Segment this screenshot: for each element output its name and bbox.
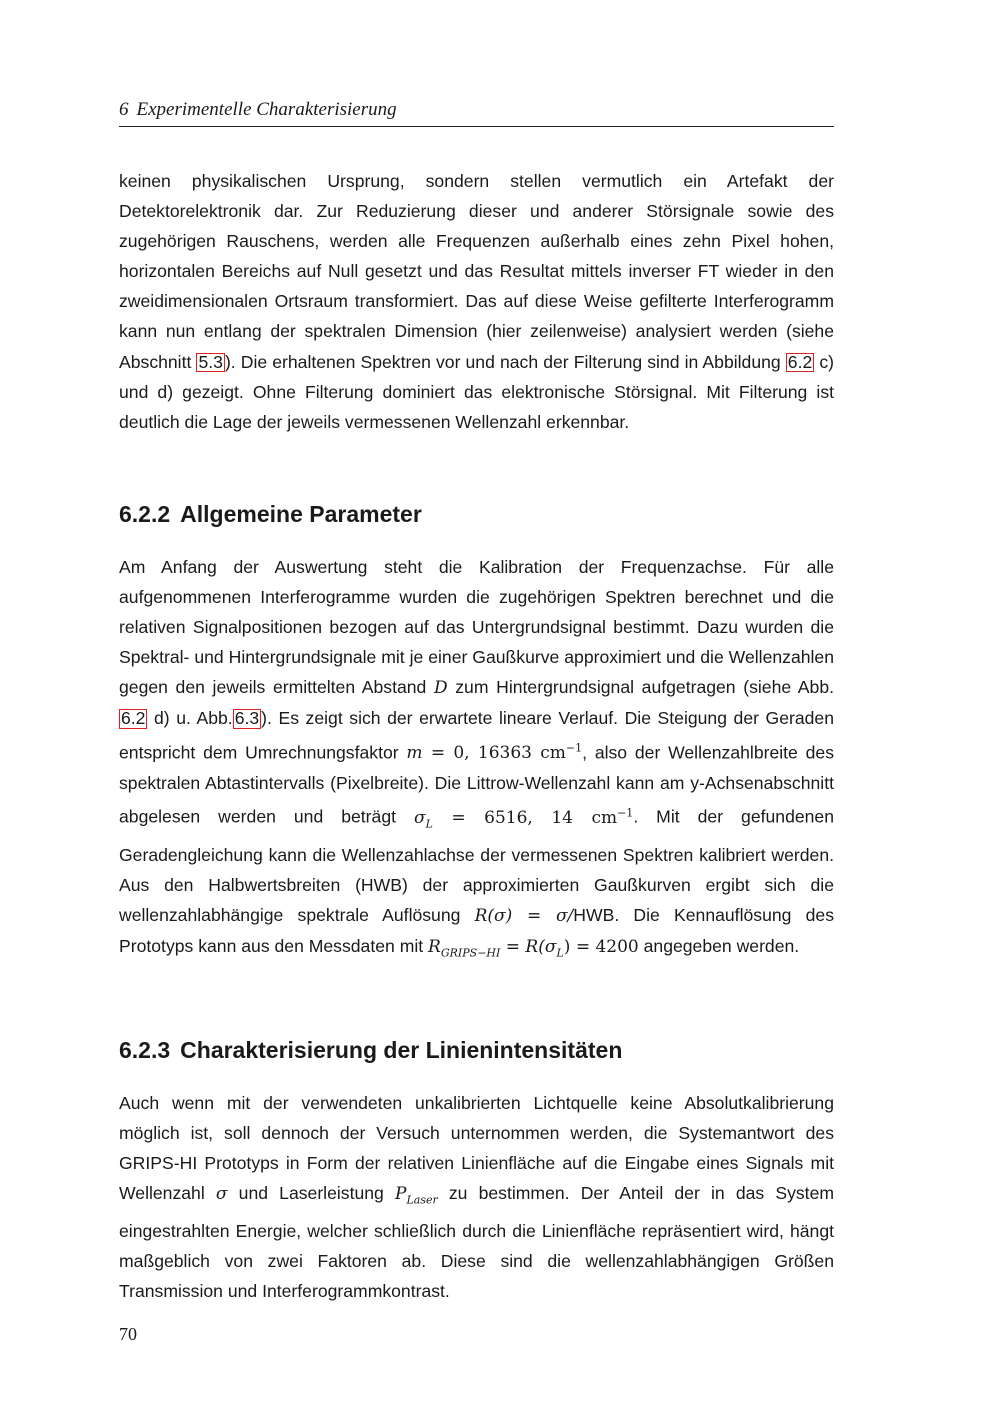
text: . Mit der gefundenen Geradengleichung kann die Wellenzahlachse der vermessenen Spektren kalibriert werden. Aus den Halbwertsbreiten (HWB) der approximierten Gaußkurven ergibt sich die wellenzahlabhängige spektrale Auflösung [119, 807, 834, 925]
math-expr: R(σ) = σ/ [474, 905, 574, 926]
math-value: = 0, 16363 cm [422, 743, 566, 764]
math-var: σ [413, 808, 426, 829]
math-expr: = R(σ [500, 936, 557, 957]
math-subscript: GRIPS−HI [440, 946, 501, 960]
ref-figure-6-2[interactable]: 6.2 [121, 708, 146, 729]
math-value: = 6516, 14 cm [432, 808, 618, 829]
math-var: σ [215, 1184, 228, 1205]
text: Am Anfang der Auswertung steht die Kalibration der Frequenzachse. Für alle aufgenommenen Interferogramme wurden die zugehörigen Spektren berechnet und die relativen Signalpositionen bezogen auf das Untergrundsignal bestimmt. Dazu wurden die Spektral- und Hintergrundsignale mit je einer Gaußkurve approximiert und die Wellenzahlen gegen den jeweils ermittelten Abstand [119, 557, 834, 698]
text: und Laserleistung [227, 1183, 395, 1204]
ref-figure-6-2[interactable]: 6.2 [787, 351, 813, 372]
paragraph-calibration [119, 552, 834, 968]
math-var: m [406, 743, 423, 764]
math-exponent: −1 [565, 741, 583, 755]
math-var: P [394, 1184, 407, 1205]
text: Auch wenn mit der verwendeten unkalibrierten Lichtquelle keine Absolutkalibrierung möglich ist, soll dennoch der Versuch unternommen werden, die Systemantwort des GRIPS-HI Prototyps in Form der relativen Linienfläche auf die Eingabe eines Signals mit Wellenzahl [119, 1093, 834, 1204]
math-laser-power [394, 1184, 438, 1207]
ref-section-5-3[interactable]: 5.3 [198, 351, 223, 372]
section-title: Allgemeine Parameter [180, 501, 422, 527]
section-heading-allgemeine-parameter [119, 499, 834, 529]
header-rule [119, 126, 834, 127]
math-conversion-factor [406, 743, 582, 763]
math-resolving-power [428, 936, 639, 960]
text: angegeben werden. [638, 935, 800, 956]
ref-figure-6-3[interactable]: 6.3 [234, 708, 260, 729]
text: ). Die erhaltenen Spektren vor und nach der Filterung sind in Abbildung [224, 351, 786, 372]
math-value: ) = 4200 [563, 936, 639, 957]
math-exponent: −1 [617, 806, 634, 820]
text: d) u. Abb. [147, 708, 233, 729]
math-subscript: L [425, 817, 433, 831]
section-title: Charakterisierung der Linienintensitäten [180, 1037, 623, 1063]
paragraph-filtering [119, 166, 834, 437]
section-number: 6.2.2 [119, 501, 171, 527]
chapter-number: 6 [119, 99, 129, 120]
math-sigma [216, 1184, 228, 1204]
section-heading-linienintensitaeten [119, 1035, 834, 1065]
math-subscript: L [556, 946, 564, 960]
text: ). Es zeigt sich der erwartete lineare Verlauf. Die Steigung der Geraden entspricht dem Umrechnungsfaktor [119, 708, 835, 763]
chapter-title: Experimentelle Charakterisierung [136, 99, 397, 120]
math-littrow-wavenumber [413, 806, 634, 831]
page-number: 70 [119, 1324, 137, 1344]
running-head [119, 98, 834, 122]
text: , also der Wellenzahlbreite des spektralen Abtastintervalls (Pixelbreite). Die Littrow-Wellenzahl kann am y-Achsenabschnitt abgelesen werden und beträgt [119, 742, 834, 828]
math-subscript: Laser [406, 1193, 438, 1207]
math-D [434, 678, 448, 698]
section-number: 6.2.3 [119, 1037, 171, 1063]
text: keinen physikalischen Ursprung, sondern stellen vermutlich ein Artefakt der Detektorelektronik dar. Zur Reduzierung dieser und anderer Störsignale sowie des zugehörigen Rauschens, werden alle Frequenzen außerhalb eines zehn Pixel hohen, horizontalen Bereichs auf Null gesetzt und das Resultat mittels inverser FT wieder in den zweidimensionalen Ortsraum transformiert. Das auf diese Weise gefilterte Interferogramm kann nun entlang der spektralen Dimension (hier zeilenweise) analysiert werden (siehe Abschnitt [119, 171, 834, 372]
math-resolution [475, 906, 574, 926]
text: zum Hintergrundsignal aufgetragen (siehe Abb. [447, 677, 834, 698]
text: c) und d) gezeigt. Ohne Filterung dominiert das elektronische Störsignal. Mit Filterung ist deutlich die Lage der jeweils vermessenen Wellenzahl erkennbar. [119, 351, 834, 432]
text: zu bestimmen. Der Anteil der in das System eingestrahlten Energie, welcher schließlich durch die Linienfläche repräsentiert wird, hängt maßgeblich von zwei Faktoren ab. Diese sind die wellenzahlabhängigen Größen Transmission und Interferogrammkontrast. [119, 1183, 835, 1301]
math-var: D [433, 678, 448, 699]
paragraph-line-intensities [119, 1088, 834, 1306]
text: HWB. Die Kennauflösung des Prototyps kann aus den Messdaten mit [119, 904, 834, 956]
math-var: R [428, 936, 441, 957]
